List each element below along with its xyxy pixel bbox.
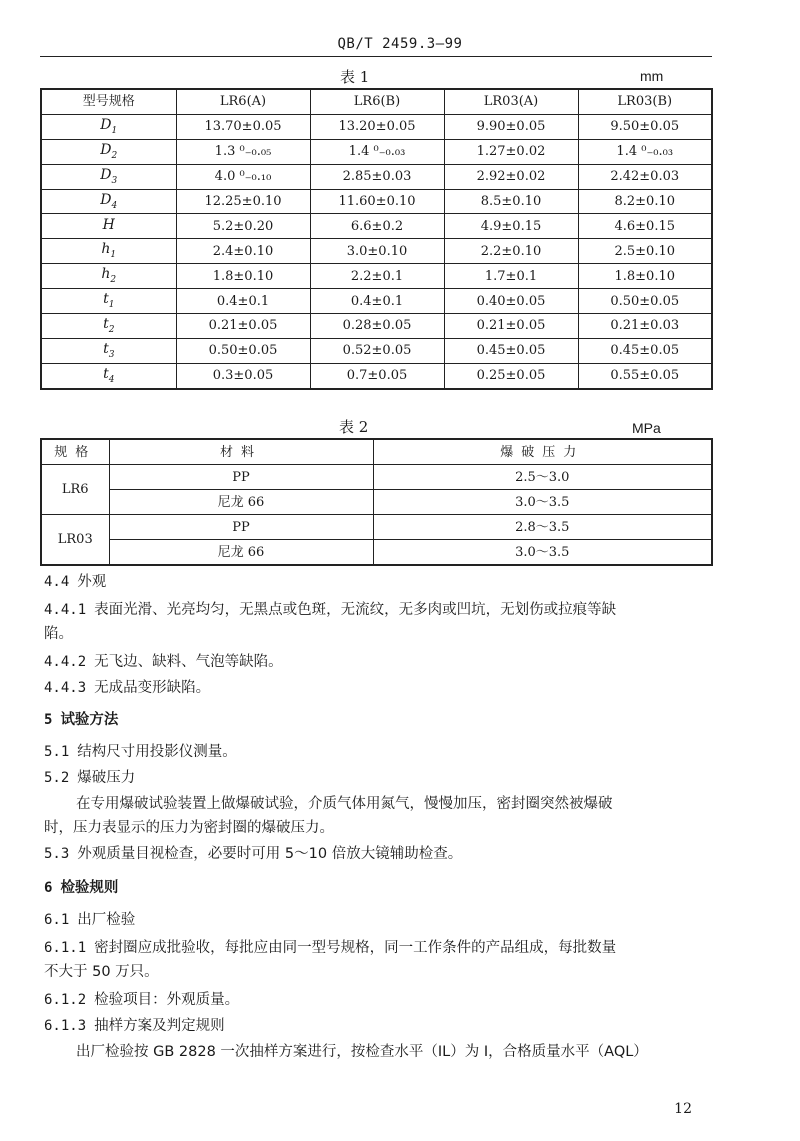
section-text: 密封圈应成批验收，每批应由同一型号规格，同一工作条件的产品组成，每批数量 [94, 940, 617, 956]
table1-row [41, 239, 712, 264]
section-number: 4.4.2 [44, 654, 87, 670]
section-title: 试验方法 [60, 712, 119, 728]
table1-cell: 8.5±0.10 [444, 189, 578, 214]
symbol-subscript: 4 [108, 374, 115, 385]
table2-caption: 表 2 [339, 418, 369, 436]
table1-cell: 1.7±0.1 [444, 264, 578, 289]
table1-row [41, 264, 712, 289]
section-5-2 [44, 766, 135, 787]
symbol-subscript: 1 [111, 125, 118, 136]
symbol-letter: D [100, 141, 112, 158]
table1-column-header: LR03(A) [444, 89, 578, 114]
section-number: 5.2 [44, 770, 70, 786]
dimension-symbol [41, 264, 176, 289]
section-5-3 [44, 842, 462, 863]
table1-cell: 0.25±0.05 [444, 363, 578, 388]
table1-row [41, 363, 712, 388]
table1-cell: 0.55±0.05 [578, 363, 712, 388]
section-5-2-text-cont [44, 816, 334, 837]
section-title: 爆破压力 [77, 770, 136, 786]
section-4-4-2 [44, 650, 283, 671]
table1-cell: 12.25±0.10 [176, 189, 310, 214]
section-title: 抽样方案及判定规则 [94, 1018, 225, 1034]
section-text: 时，压力表显示的压力为密封圈的爆破压力。 [44, 820, 334, 836]
spec-cell: LR03 [41, 515, 109, 566]
table1-row [41, 139, 712, 164]
section-text: 表面光滑、光亮均匀，无黑点或色斑，无流纹，无多肉或凹坑，无划伤或拉痕等缺 [94, 602, 617, 618]
dimension-symbol [41, 289, 176, 314]
section-number: 6.1.2 [44, 992, 87, 1008]
table1-row [41, 214, 712, 239]
dimension-symbol [41, 114, 176, 139]
pressure-cell: 2.5～3.0 [373, 465, 712, 490]
dimension-symbol [41, 164, 176, 189]
symbol-subscript: 3 [111, 175, 118, 186]
material-cell: PP [109, 465, 373, 490]
symbol-subscript: 3 [108, 349, 115, 360]
section-6-1-3 [44, 1014, 225, 1035]
table2-column-header: 爆破压力 [373, 439, 712, 465]
table1-cell: 1.27±0.02 [444, 139, 578, 164]
table1-cell: 0.40±0.05 [444, 289, 578, 314]
table1-cell: 4.0 ⁰₋₀.₁₀ [176, 164, 310, 189]
section-text: 在专用爆破试验装置上做爆破试验，介质气体用氮气，慢慢加压，密封圈突然被爆破 [76, 796, 613, 812]
section-number: 5 [44, 712, 53, 728]
section-6-1-2 [44, 988, 239, 1009]
section-number: 5.3 [44, 846, 70, 862]
table2-row [41, 515, 712, 540]
symbol-letter: D [100, 166, 112, 183]
section-6-1-1-cont [44, 960, 159, 981]
section-text: 外观质量目视检查，必要时可用 5～10 倍放大镜辅助检查。 [77, 846, 463, 862]
section-text: 检验项目：外观质量。 [94, 992, 240, 1008]
table1-cell: 0.50±0.05 [578, 289, 712, 314]
section-text: 结构尺寸用投影仪测量。 [77, 744, 237, 760]
dimension-symbol [41, 214, 176, 239]
section-text: 无成品变形缺陷。 [94, 680, 211, 696]
table1-cell: 13.70±0.05 [176, 114, 310, 139]
table1-column-header: 型号规格 [41, 89, 176, 114]
symbol-subscript: 2 [111, 150, 118, 161]
section-title: 外观 [77, 574, 107, 590]
table1-cell: 1.8±0.10 [578, 264, 712, 289]
table1-column-header: LR6(A) [176, 89, 310, 114]
table2-header-row [41, 439, 712, 465]
table1-cell: 3.0±0.10 [310, 239, 444, 264]
table1-unit: mm [640, 68, 664, 84]
table1-cell: 0.7±0.05 [310, 363, 444, 388]
table1-cell: 0.28±0.05 [310, 314, 444, 339]
table1-cell: 0.4±0.1 [176, 289, 310, 314]
dimension-symbol [41, 239, 176, 264]
pressure-cell: 3.0～3.5 [373, 540, 712, 566]
burst-pressure-table [40, 438, 713, 566]
symbol-letter: t [103, 291, 109, 308]
table1-row [41, 189, 712, 214]
symbol-subscript: 1 [108, 299, 115, 310]
section-text: 不大于 50 万只。 [44, 964, 159, 980]
symbol-letter: D [100, 191, 112, 208]
section-number: 4.4 [44, 574, 70, 590]
table1-cell: 0.21±0.03 [578, 314, 712, 339]
dimension-symbol [41, 189, 176, 214]
section-title: 检验规则 [60, 880, 119, 896]
table1-cell: 5.2±0.20 [176, 214, 310, 239]
table1-caption: 表 1 [340, 68, 370, 86]
table1-row [41, 114, 712, 139]
table1-cell: 13.20±0.05 [310, 114, 444, 139]
table1-cell: 1.3 ⁰₋₀.₀₅ [176, 139, 310, 164]
table1-cell: 2.5±0.10 [578, 239, 712, 264]
table1-cell: 0.45±0.05 [578, 338, 712, 363]
table1-row [41, 289, 712, 314]
table1-cell: 2.2±0.10 [444, 239, 578, 264]
table1-row [41, 314, 712, 339]
symbol-subscript: 2 [110, 275, 117, 286]
table1-cell: 0.3±0.05 [176, 363, 310, 388]
section-4-4-1-cont [44, 622, 73, 643]
section-6-1-1 [44, 936, 616, 957]
section-4-4-3 [44, 676, 210, 697]
table1-cell: 0.21±0.05 [444, 314, 578, 339]
material-cell: 尼龙 66 [109, 540, 373, 566]
section-5 [44, 708, 118, 729]
table2-row [41, 465, 712, 490]
header-rule [40, 56, 712, 57]
table1-cell: 2.2±0.1 [310, 264, 444, 289]
table1-cell: 0.52±0.05 [310, 338, 444, 363]
section-number: 6 [44, 880, 53, 896]
section-4-4 [44, 570, 106, 591]
section-5-1 [44, 740, 237, 761]
table2-column-header: 规格 [41, 439, 109, 465]
table1-cell: 1.8±0.10 [176, 264, 310, 289]
pressure-cell: 2.8～3.5 [373, 515, 712, 540]
standard-code-header: QB/T 2459.3—99 [337, 36, 463, 52]
section-text: 陷。 [44, 626, 73, 642]
table2-row [41, 540, 712, 566]
table1-cell: 2.85±0.03 [310, 164, 444, 189]
table1-cell: 6.6±0.2 [310, 214, 444, 239]
table1-row [41, 164, 712, 189]
dimension-symbol [41, 338, 176, 363]
table1-cell: 0.45±0.05 [444, 338, 578, 363]
material-cell: PP [109, 515, 373, 540]
table2-unit: MPa [632, 420, 661, 436]
table1-cell: 0.4±0.1 [310, 289, 444, 314]
section-4-4-1 [44, 598, 616, 619]
section-6-1 [44, 908, 135, 929]
section-6-1-3-text [76, 1040, 648, 1061]
table1-cell: 8.2±0.10 [578, 189, 712, 214]
symbol-letter: t [103, 316, 109, 333]
table1-cell: 1.4 ⁰₋₀.₀₃ [310, 139, 444, 164]
table2-column-header: 材料 [109, 439, 373, 465]
section-number: 4.4.1 [44, 602, 87, 618]
symbol-letter: h [101, 241, 111, 258]
page-number: 12 [674, 1101, 692, 1117]
table1-cell: 2.4±0.10 [176, 239, 310, 264]
table1-cell: 9.50±0.05 [578, 114, 712, 139]
section-text: 无飞边、缺料、气泡等缺陷。 [94, 654, 283, 670]
symbol-letter: H [102, 216, 115, 233]
dimension-symbol [41, 314, 176, 339]
table1-cell: 11.60±0.10 [310, 189, 444, 214]
section-5-2-text [76, 792, 613, 813]
symbol-subscript: 4 [111, 200, 118, 211]
table2-row [41, 490, 712, 515]
symbol-letter: h [101, 266, 111, 283]
table1-cell: 2.92±0.02 [444, 164, 578, 189]
table1-column-header: LR03(B) [578, 89, 712, 114]
pressure-cell: 3.0～3.5 [373, 490, 712, 515]
dimension-symbol [41, 363, 176, 388]
section-text: 出厂检验按 GB 2828 一次抽样方案进行，按检查水平（IL）为 Ⅰ，合格质量水平（AQL） [76, 1044, 648, 1060]
table1-cell: 1.4 ⁰₋₀.₀₃ [578, 139, 712, 164]
symbol-letter: D [100, 116, 112, 133]
symbol-subscript: 1 [110, 250, 117, 261]
table1-cell: 0.21±0.05 [176, 314, 310, 339]
dimension-table [40, 88, 713, 390]
symbol-letter: t [103, 340, 109, 357]
section-number: 4.4.3 [44, 680, 87, 696]
table1-cell: 0.50±0.05 [176, 338, 310, 363]
symbol-letter: t [103, 365, 109, 382]
table1-cell: 4.6±0.15 [578, 214, 712, 239]
section-title: 出厂检验 [77, 912, 136, 928]
symbol-subscript: 2 [108, 324, 115, 335]
section-number: 6.1 [44, 912, 70, 928]
section-6 [44, 876, 118, 897]
table1-header-row [41, 89, 712, 114]
table1-cell: 4.9±0.15 [444, 214, 578, 239]
dimension-symbol [41, 139, 176, 164]
spec-cell: LR6 [41, 465, 109, 515]
section-number: 6.1.3 [44, 1018, 87, 1034]
material-cell: 尼龙 66 [109, 490, 373, 515]
table1-cell: 9.90±0.05 [444, 114, 578, 139]
section-number: 6.1.1 [44, 940, 87, 956]
table1-column-header: LR6(B) [310, 89, 444, 114]
table1-cell: 2.42±0.03 [578, 164, 712, 189]
section-number: 5.1 [44, 744, 70, 760]
table1-row [41, 338, 712, 363]
